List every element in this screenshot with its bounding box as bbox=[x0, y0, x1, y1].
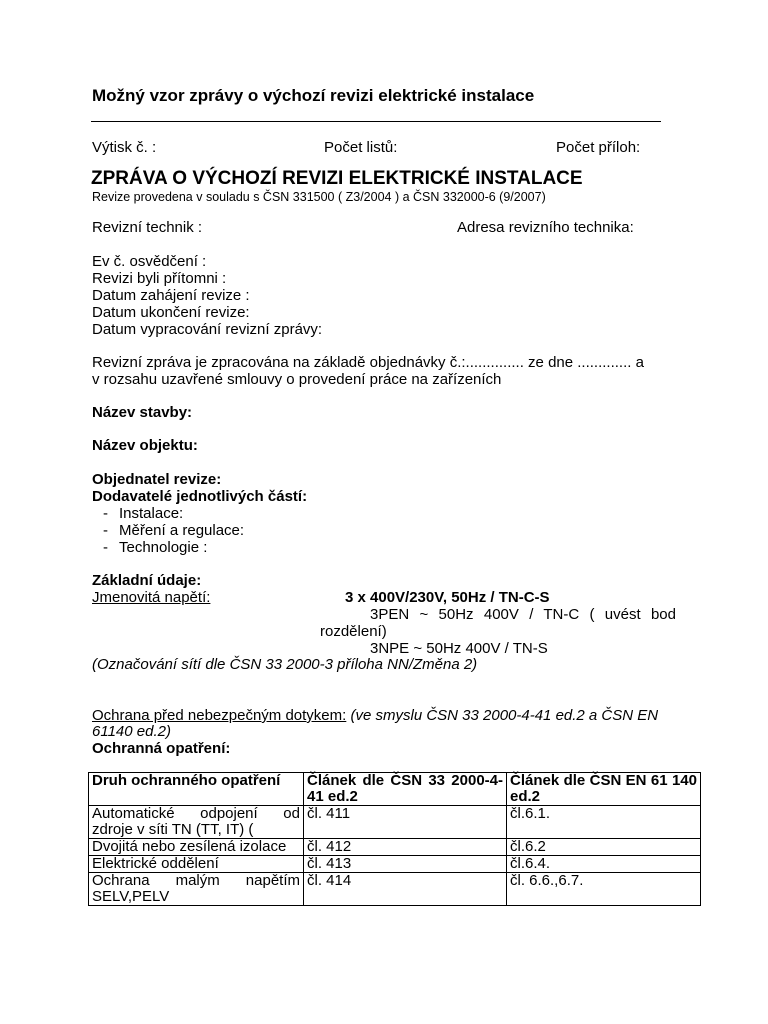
table-cell: čl.6.2 bbox=[507, 839, 701, 856]
order-text-line2: v rozsahu uzavřené smlouvy o provedení práce na zařízeních bbox=[92, 371, 502, 388]
supplier-item: - Instalace: bbox=[92, 505, 183, 522]
protection-reference: (ve smyslu ČSN 33 2000-4-41 ed.2 a ČSN EN bbox=[346, 707, 659, 724]
dash-bullet: - bbox=[103, 505, 108, 522]
protection-reference-cont: 61140 ed.2) bbox=[92, 723, 171, 740]
table-header-cell: Článek dle ČSN 33 2000-4-41 ed.2 bbox=[304, 773, 507, 806]
object-name-label: Název objektu: bbox=[92, 437, 198, 454]
table-row bbox=[89, 839, 701, 856]
attachment-count-label: Počet příloh: bbox=[556, 139, 641, 156]
table-cell: Dvojitá nebo zesílená izolace bbox=[89, 839, 304, 856]
protection-label: Ochrana před nebezpečným dotykem: bbox=[92, 707, 347, 724]
voltage-line4: 3NPE ~ 50Hz 400V / TN-S bbox=[370, 640, 548, 657]
table-header-cell: Druh ochranného opatření bbox=[89, 773, 304, 806]
order-text-line1: Revizní zpráva je zpracována na základě objednávky č.:.............. ze dne ............. a bbox=[92, 354, 644, 371]
table-cell: čl. 411 bbox=[304, 806, 507, 839]
table-header-row bbox=[89, 773, 701, 806]
table-row bbox=[89, 873, 701, 906]
present-label: Revizi byli přítomni : bbox=[92, 270, 227, 287]
table-row bbox=[89, 856, 701, 873]
table-header-cell: Článek dle ČSN EN 61 140 ed.2 bbox=[507, 773, 701, 806]
table-cell: čl. 6.6.,6.7. bbox=[507, 873, 701, 906]
dash-bullet: - bbox=[103, 522, 108, 539]
report-subtitle: Revize provedena v souladu s ČSN 331500 ( Z3/2004 ) a ČSN 332000-6 (9/2007) bbox=[92, 190, 546, 204]
rated-voltage-value: 3 x 400V/230V, 50Hz / TN-C-S bbox=[345, 589, 550, 606]
table-cell: Elektrické oddělení bbox=[89, 856, 304, 873]
table-cell: čl. 414 bbox=[304, 873, 507, 906]
sheet-count-label: Počet listů: bbox=[324, 139, 398, 156]
supplier-item: - Měření a regulace: bbox=[92, 522, 244, 539]
protection-measures-table bbox=[88, 772, 701, 906]
table-row bbox=[89, 806, 701, 839]
end-date-label: Datum ukončení revize: bbox=[92, 304, 250, 321]
table-cell: Ochrana malým napětím SELV,PELV bbox=[89, 873, 304, 906]
basic-data-label: Základní údaje: bbox=[92, 572, 202, 589]
certificate-number-label: Ev č. osvědčení : bbox=[92, 253, 207, 270]
dash-bullet: - bbox=[103, 539, 108, 556]
start-date-label: Datum zahájení revize : bbox=[92, 287, 250, 304]
technician-label: Revizní technik : bbox=[92, 219, 203, 236]
suppliers-label: Dodavatelé jednotlivých částí: bbox=[92, 488, 308, 505]
voltage-line3: rozdělení) bbox=[320, 623, 387, 640]
page-heading: Možný vzor zprávy o výchozí revizi elektrické instalace bbox=[92, 86, 535, 105]
heading-underline bbox=[91, 121, 661, 122]
technician-address-label: Adresa revizního technika: bbox=[457, 219, 634, 236]
measures-label: Ochranná opatření: bbox=[92, 740, 231, 757]
voltage-line2: 3PEN ~ 50Hz 400V / TN-C ( uvést bod bbox=[370, 606, 676, 623]
building-name-label: Název stavby: bbox=[92, 404, 193, 421]
network-note: (Označování sítí dle ČSN 33 2000-3 příloha NN/Změna 2) bbox=[92, 656, 478, 673]
table-cell: Automatické odpojení od zdroje v síti TN (TT, IT) ( bbox=[89, 806, 304, 839]
copy-number-label: Výtisk č. : bbox=[92, 139, 157, 156]
table-cell: čl.6.1. bbox=[507, 806, 701, 839]
client-label: Objednatel revize: bbox=[92, 471, 222, 488]
report-title: ZPRÁVA O VÝCHOZÍ REVIZI ELEKTRICKÉ INSTALACE bbox=[91, 168, 583, 189]
protection-line bbox=[92, 707, 658, 724]
rated-voltage-label: Jmenovitá napětí: bbox=[92, 589, 211, 606]
report-date-label: Datum vypracování revizní zprávy: bbox=[92, 321, 323, 338]
table-cell: čl. 412 bbox=[304, 839, 507, 856]
table-cell: čl.6.4. bbox=[507, 856, 701, 873]
supplier-item: - Technologie : bbox=[92, 539, 207, 556]
table-cell: čl. 413 bbox=[304, 856, 507, 873]
